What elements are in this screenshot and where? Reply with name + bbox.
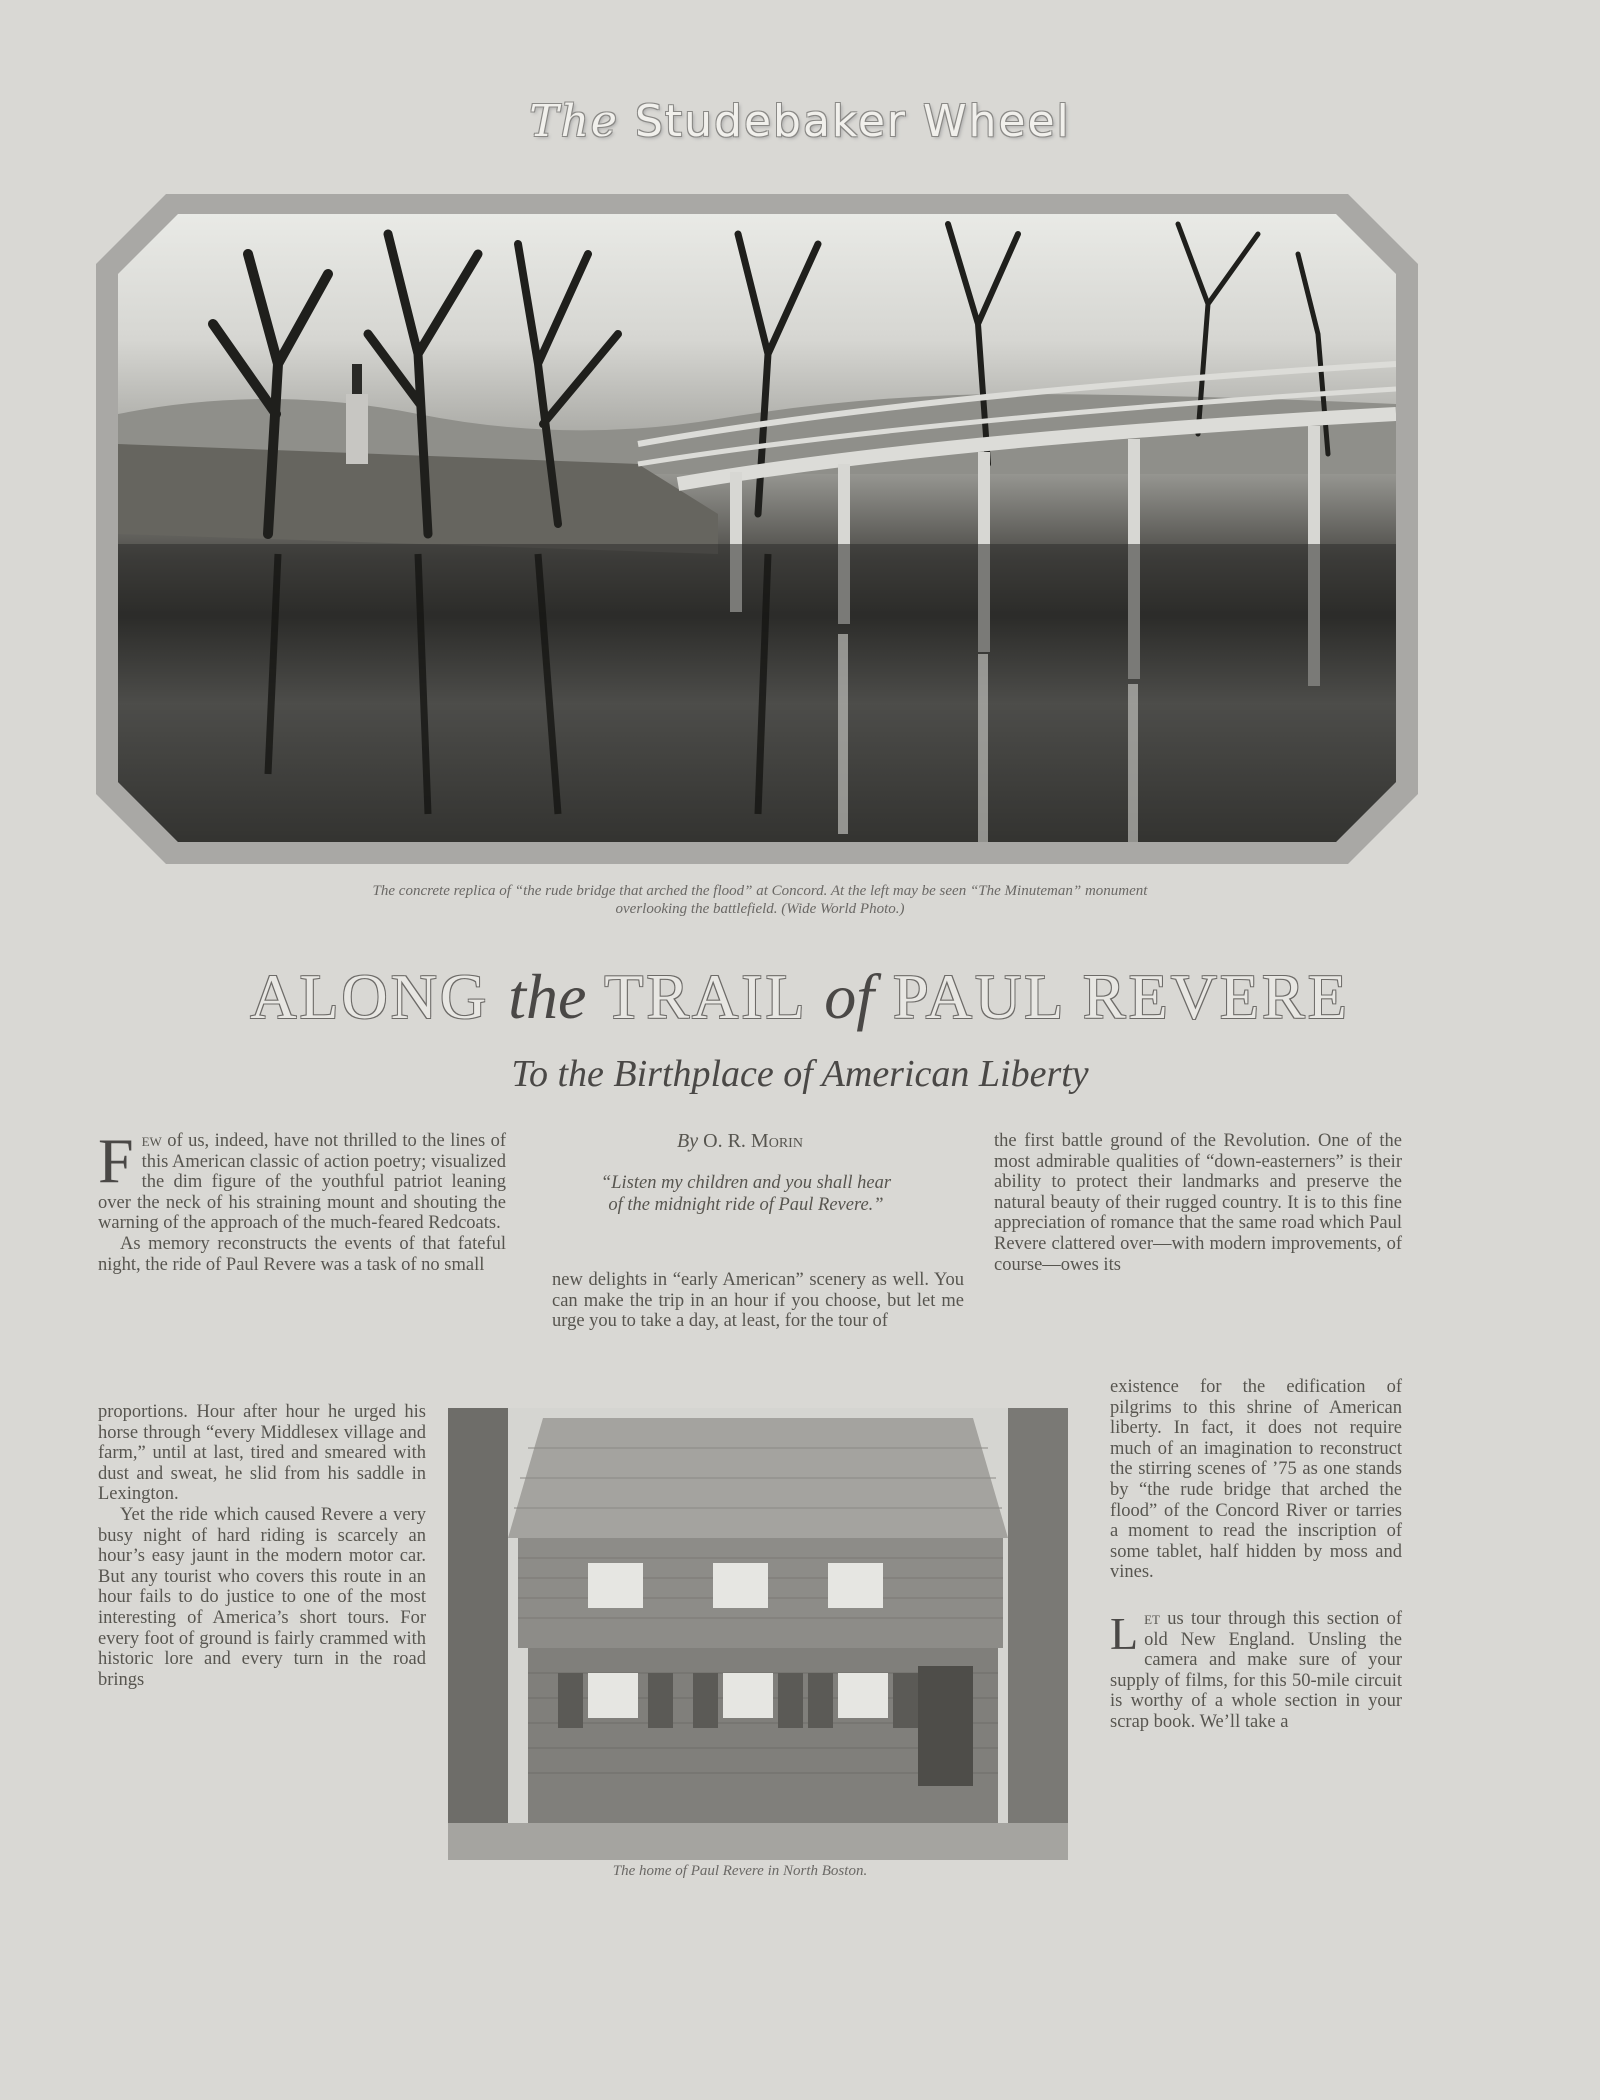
col3-paragraph-1: the first battle ground of the Revolution. One of the most admirable qualities of “down-easterners” is their ability to protect their landmarks and preserve the natural beauty of their rugged country. It is to this fine appreciation of romance that the same road which Paul Revere clattered over—with modern improvements, of course—owes its (994, 1131, 1402, 1275)
headline-along: ALONG (250, 961, 490, 1032)
drop-cap-l: L (1110, 1607, 1139, 1659)
epigraph-line-1: “Listen my children and you shall hear (600, 1173, 892, 1193)
col3-paragraph-1b: existence for the edification of pilgrims to this shrine of American liberty. In fact, it does not require much of an imagination to reconstruct the stirring scenes of ’75 as one stands by “the rude bridge that arched the flood” of the Concord River or tarries a moment to read the inscription of some tablet, half hidden by moss and vines. (1110, 1377, 1402, 1583)
column-3 (994, 1131, 1402, 1275)
bridge-illustration (118, 214, 1396, 842)
epigraph (546, 1172, 946, 1216)
lead-word: ew (141, 1131, 162, 1151)
headline-paul-revere: PAUL REVERE (893, 961, 1350, 1032)
col1-paragraph-3: Yet the ride which caused Revere a very busy night of hard riding is scarcely an hour’s easy jaunt in the modern motor car. But any tourist who covers this route in an hour fails to do justice to one of the most interesting of America’s short tours. For every foot of ground is fairly crammed with historic lore and every turn in the road brings (98, 1504, 426, 1690)
col2-paragraph-1: new delights in “early American” scenery as well. You can make the trip in an hour if you choose, but let me urge you to take a day, at least, for the tour of (552, 1270, 964, 1332)
revere-house-photo (448, 1408, 1068, 1860)
column-3-lower (1110, 1377, 1402, 1733)
drop-cap-f: F (98, 1125, 134, 1196)
col3-paragraph-2: us tour through this section of old New England. Unsling the camera and make sure of your supply of films, for this 50-mile circuit is worthy of a whole section in your scrap book. We’ll take a (1110, 1608, 1402, 1732)
bridge-photo-caption (180, 882, 1340, 918)
bridge-photo-image (118, 214, 1396, 842)
epigraph-line-2: of the midnight ride of Paul Revere.” (608, 1195, 884, 1215)
headline-of: of (824, 961, 875, 1032)
headline-the: the (508, 961, 587, 1032)
byline (560, 1130, 920, 1153)
column-2 (552, 1270, 964, 1332)
caption-line-1: The concrete replica of “the rude bridge that arched the flood” at Concord. At the left may be seen “The Minuteman” monument (372, 883, 1148, 899)
masthead-title: Studebaker Wheel (634, 96, 1071, 147)
bridge-photo (96, 194, 1418, 864)
caption-line-2: overlooking the battlefield. (Wide World Photo.) (615, 901, 905, 917)
byline-author: O. R. Morin (703, 1130, 803, 1152)
col1-paragraph-1: of us, indeed, have not thrilled to the lines of this American classic of action poetry; visualized the dim figure of the youthful patriot leaning over the neck of his straining mount and shouting the warning of the approach of the much-feared Redcoats. (98, 1131, 506, 1234)
headline-trail: TRAIL (604, 961, 806, 1032)
column-1 (98, 1125, 506, 1275)
lead-word-2: et (1144, 1608, 1160, 1629)
byline-by: By (677, 1130, 699, 1152)
col1-paragraph-2: As memory reconstructs the events of that fateful night, the ride of Paul Revere was a task of no small (98, 1233, 506, 1275)
column-1-lower (98, 1402, 426, 1690)
house-illustration (448, 1408, 1068, 1860)
masthead-the: The (529, 96, 619, 147)
house-photo-caption: The home of Paul Revere in North Boston. (612, 1863, 868, 1879)
article-headline (0, 960, 1600, 1034)
article-subtitle: To the Birthplace of American Liberty (511, 1053, 1089, 1095)
masthead (0, 96, 1600, 147)
col1-paragraph-2b: proportions. Hour after hour he urged his horse through “every Middlesex village and farm,” until at last, tired and smeared with dust and sweat, he slid from his saddle in Lexington. (98, 1402, 426, 1505)
